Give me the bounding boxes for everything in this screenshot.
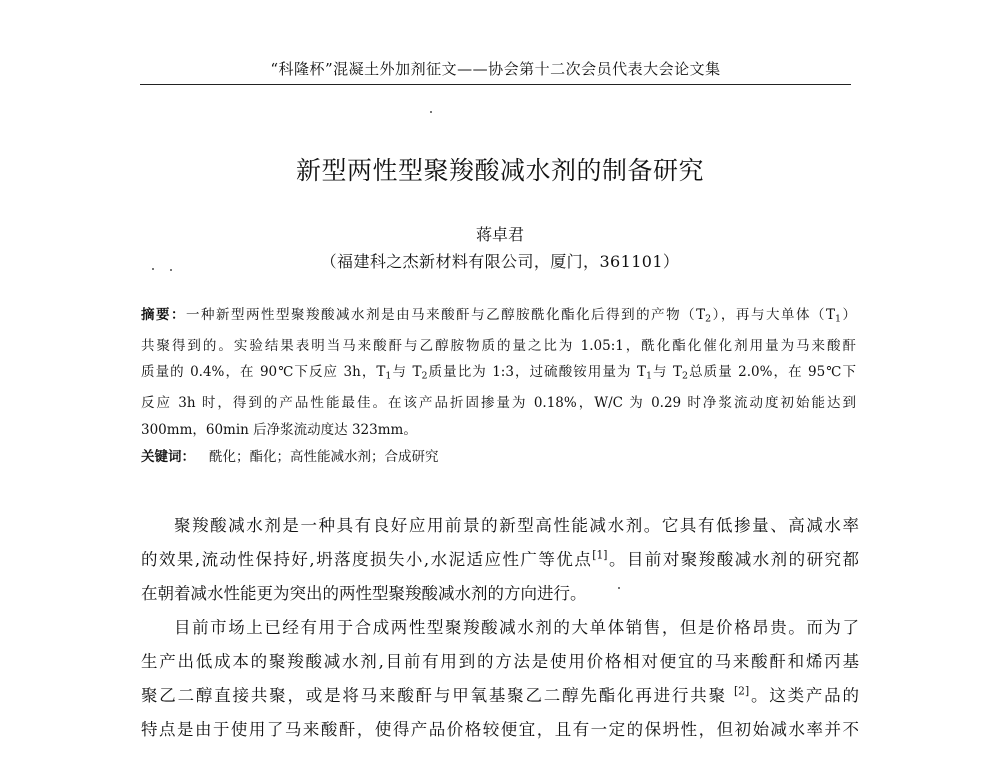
abstract-text: 与 T [651,364,682,381]
body-p2-line-2: 生产出低成本的聚羧酸减水剂,目前有用到的方法是使用价格相对便宜的马来酸酐和烯丙基 [141,652,859,671]
subscript: 1 [385,370,392,382]
abstract-text: ） [840,307,856,323]
subscript: 2 [705,313,712,325]
author-affiliation: （福建科之杰新材料有限公司，厦门，361101） [320,252,680,271]
body-text-span: 的效果,流动性保持好,坍落度损失小,水泥适应性广等优点 [141,550,593,569]
abstract-line-4: 反应 3h 时，得到的产品性能最佳。在该产品折固掺量为 0.18%，W/C 为 0.29 时净浆流动度初始能达到 [141,395,856,412]
abstract-text: ），再与大单体（T [711,307,835,323]
abstract-line-3 [141,359,856,390]
header-rule [140,84,851,85]
body-p1-line-3: 在朝着减水性能更为突出的两性型聚羧酸减水剂的方向进行。 [141,584,587,603]
abstract-text: 质量的 0.4%，在 90℃下反应 3h，T [141,364,386,381]
abstract-text: 质量比为 1:3，过硫酸铵用量为 T [427,364,646,381]
body-text [141,509,859,747]
body-p2-line-4: 特点是由于使用了马来酸酐，使得产品价格较便宜，且有一定的保坍性，但初始减水率并不 [141,720,859,739]
body-text-span: 聚乙二醇直接共聚，或是将马来酸酐与甲氧基聚乙二醇先酯化再进行共聚 [141,686,734,705]
citation-ref: [2] [733,684,750,698]
abstract-line-2: 共聚得到的。实验结果表明当马来酸酐与乙醇胺物质的量之比为 1.05:1，酰化酯化催化剂用量为马来酸酐 [141,337,856,354]
abstract-text: 与 T [391,364,422,381]
citation-ref: [1] [592,548,608,562]
running-header: “科隆杯”混凝土外加剂征文——协会第十二次会员代表大会论文集 [270,60,721,78]
body-p1-line-1: 聚羧酸减水剂是一种具有良好应用前景的新型高性能减水剂。它具有低掺量、高减水率 [174,516,859,535]
keywords-text: 酰化；酯化；高性能减水剂；合成研究 [209,449,439,465]
abstract-text: 总质量 2.0%，在 95℃下 [688,364,856,381]
abstract-line-1 [141,302,856,333]
subscript: 2 [421,370,428,382]
keywords-label: 关键词： [141,449,195,465]
scan-speck [430,111,432,113]
abstract-label: 摘要： [141,307,187,323]
keywords [141,445,439,465]
author-name: 蒋卓君 [475,225,524,244]
abstract [141,302,856,443]
subscript: 1 [645,370,652,382]
abstract-text: 一种新型两性型聚羧酸减水剂是由马来酸酐与乙醇胺酰化酯化后得到的产物（T [186,307,706,323]
subscript: 1 [834,313,841,325]
body-p2-line-3 [141,679,859,713]
paper-title: 新型两性型聚羧酸减水剂的制备研究 [295,155,704,185]
body-p2-line-1: 目前市场上已经有用于合成两性型聚羧酸减水剂的大单体销售，但是价格昂贵。而为了 [174,618,859,637]
body-text-span: 。目前对聚羧酸减水剂的研究都 [607,550,859,569]
subscript: 2 [682,370,689,382]
abstract-line-5: 300mm，60min 后净浆流动度达 323mm。 [141,421,417,438]
body-text-span: 。这类产品的 [749,686,859,705]
body-p1-line-2 [141,543,859,577]
